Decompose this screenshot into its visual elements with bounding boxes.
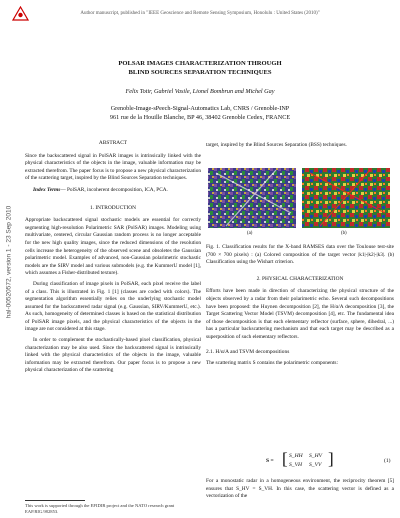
equation-1-lhs: S =	[266, 458, 274, 464]
affiliation-line-1: Grenoble-Image-sPeech-Signal-Automatics Lab, CNRS / Grenoble-INP	[110, 105, 290, 112]
equation-1-s-hh: S_HH	[289, 453, 303, 459]
section-2-paragraph-1: Efforts have been made in direction of characterizing the physical structure of the objects observed by a radar from their polarimetric echo. Several such decompositions have been proposed: the Huynen decomposition [2], the H/α/A decomposition [3], the Target Scattering Vector Model (TSVM) decomposition [4], etc. The fundamental idea of those decomposition is that each elementary reflector (surface, sphere, dihedral, ...) has a particular backscattering mechanism and that each target may be described as a superposition of such elementary reflectors.	[206, 288, 394, 340]
equation-1	[206, 450, 394, 474]
right-column-body	[206, 244, 394, 368]
figure-1	[206, 168, 394, 240]
header-text: Author manuscript, published in "IEEE Geoscience and Remote Sensing Symposium, Honolulu : United States (2010)"	[80, 11, 320, 16]
equation-1-number: (1)	[384, 458, 391, 464]
equation-1-left-bracket: [	[282, 449, 288, 468]
figure-1b-image	[302, 168, 390, 228]
abstract-body: Since the backscattered signal in PolSAR images is intrinsically linked with the physical characteristics of the objects in the image, valuable information may be extracted therefrom. The paper focus is to propose a new physical characterization of the scattering target, inspired by the Blind Sources Separation techniques.	[25, 152, 201, 182]
equation-1-s-vv: S_VV	[309, 462, 322, 468]
intro-paragraph-3: In order to complement the stochastically-based pixel classification, physical characterization may be also used. Since the backscattered signal is intrinsically linked with the physical characteristics of the objects in the image, valuable information may be extracted therefrom. Our paper focus is to propose a new physical characterization of the scattering	[25, 337, 201, 374]
abstract-heading: ABSTRACT	[98, 140, 128, 146]
authors: Felix Totir, Gabriel Vasile, Lionel Bombrun and Michel Gay	[125, 88, 275, 95]
intro-paragraph-2: During classification of image pixels in PolSAR, each pixel receive the label of a class. This is illustrated in Fig. 1 [1] (classes are coded with colors). The segmentation algorithm essentially relies on the underlying stochastic model assumed for the backscattered radar signal (e.g. Gaussian, SIRV/KummerU, etc.). As such, homogeneity of determined classes is based on the statistical distribution of PolSAR image pixels, and the physical characteristics of the objects in the image are not considered at this stage.	[25, 280, 201, 333]
index-terms-label: Index Terms	[33, 186, 61, 193]
equation-1-right-bracket: ]	[328, 449, 334, 468]
side-id-text: hal-00520572, version 1 - 23 Sep 2010	[5, 205, 13, 319]
right-column-lead	[206, 142, 394, 150]
subsection-2-1-paragraph-1: The scattering matrix S contains the polarimetric components:	[206, 360, 338, 367]
section-2-heading: 2. PHYSICAL CHARACTERIZATION	[256, 275, 344, 282]
subsection-2-1-paragraph-2: For a monostatic radar in a homogeneous environment, the reciprocity theorem [5] ensures that S_HV = S_VH. In this case, the scattering vector is defined as a vectorization of the	[206, 478, 394, 500]
intro-heading: 1. INTRODUCTION	[89, 204, 137, 211]
figure-1b-label: (b)	[341, 231, 347, 236]
footnote-rule	[25, 500, 85, 501]
title-line-1: POLSAR IMAGES CHARACTERIZATION THROUGH	[118, 60, 282, 67]
equation-1-s-hv: S_HV	[309, 453, 323, 459]
bss-lead-text: target, inspired by the Blind Sources Separation (BSS) techniques.	[206, 142, 347, 148]
paper-title	[0, 60, 400, 77]
subsection-2-1-heading: 2.1. H/α/A and TSVM decompositions	[206, 348, 290, 355]
affiliation-line-2: 961 rue de la Houille Blanche, BP 46, 38402 Grenoble Cedex, FRANCE	[109, 114, 291, 121]
figure-1-graphic	[206, 168, 394, 240]
figure-1-caption: Fig. 1. Classification results for the X-band RAMSES data over the Toulouse test-site (700 × 700 pixels) : (a) Colored composition of the target vector |k1|-|k2|-|k3|. (b) Classification using the Wishart criterion.	[206, 244, 394, 266]
footnote: This work is supported through the EFIDIR project and the NATO research grant EAP.RIG.982853.	[25, 503, 175, 514]
header	[0, 11, 400, 16]
index-terms-text: — PolSAR, incoherent decomposition, ICA, PCA.	[60, 186, 168, 193]
equation-1-s-vh: S_VH	[289, 462, 303, 468]
intro-paragraph-1: Appropriate backscattered signal stochastic models are essential for correctly segmenting high-resolution Polarimetric SAR (PolSAR) images. Modeling using multivariate, centered, circular Gaussian random process is no longer acceptable for the new high quality images, since the reduced dimensions of the resolution cells increase the heterogeneity of the observed scene and obsoletes the Gaussian polarimetric model. Examples of advanced, non-Gaussian polarimetric stochastic models are the SIRV model and various submodels (e.g. the KummerU model [1], which assumes a Fisher-distributed texture).	[25, 217, 201, 277]
figure-1a-image	[208, 168, 296, 228]
side-identifier	[2, 180, 16, 345]
figure-1a-label: (a)	[247, 231, 253, 236]
index-terms	[25, 187, 201, 195]
hal-logo-icon	[12, 6, 29, 21]
affiliation	[0, 104, 400, 122]
title-line-2: BLIND SOURCES SEPARATION TECHNIQUES	[128, 68, 272, 76]
right-column-bottom	[206, 478, 394, 501]
left-column	[25, 140, 201, 375]
